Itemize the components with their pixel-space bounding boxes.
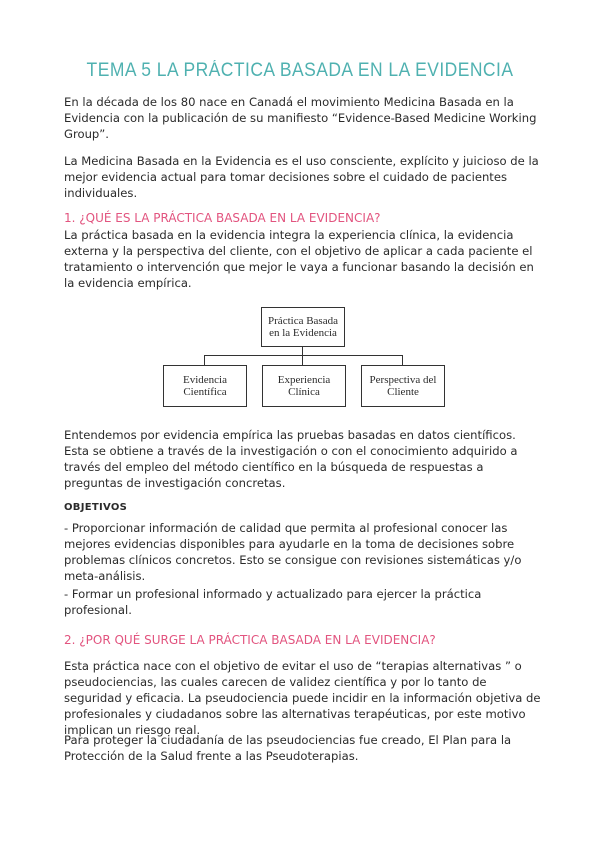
objective-item: - Proporcionar información de calidad que permita al profesional conocer las mejores evidencias disponibles para ayudarle en la toma de decisiones sobre problemas clínicos concretos. Esto se consigue con revisiones sistemáticas y/o meta-análisis.	[64, 521, 522, 583]
diagram-node-label: Evidencia Científica	[183, 374, 227, 398]
intro-paragraph-2: La Medicina Basada en la Evidencia es el uso consciente, explícito y juicioso de la mejor evidencia actual para tomar decisiones sobre el cuidado de pacientes individuales.	[64, 154, 539, 200]
intro-paragraph-1: En la década de los 80 nace en Canadá el movimiento Medicina Basada en la Evidencia con la publicación de su manifiesto “Evidence-Based Medicine Working Group”.	[64, 95, 537, 141]
section-2-paragraph-2: Para proteger la ciudadanía de las pseudociencias fue creado, El Plan para la Protección de la Salud frente a las Pseudoterapias.	[64, 733, 512, 763]
section-2-heading: 2. ¿POR QUÉ SURGE LA PRÁCTICA BASADA EN LA EVIDENCIA?	[64, 633, 436, 647]
diagram-node-label: Experiencia Clínica	[277, 374, 331, 398]
diagram-connector	[204, 355, 402, 356]
diagram-node-evidencia	[163, 365, 247, 407]
objectives-label: OBJETIVOS	[64, 502, 128, 513]
diagram-connector	[302, 346, 303, 355]
section-1-paragraph-2: Entendemos por evidencia empírica las pruebas basadas en datos científicos. Esta se obtiene a través de la investigación o con el conocimiento adquirido a través del empleo del método científico en la búsqueda de respuestas a preguntas de investigación concretas.	[64, 428, 518, 490]
diagram-node-perspectiva	[361, 365, 445, 407]
section-1-paragraph: La práctica basada en la evidencia integra la experiencia clínica, la evidencia externa y la perspectiva del cliente, con el objetivo de aplicar a cada paciente el tratamiento o intervención que mejor le vaya a funcionar basando la decisión en la evidencia empírica.	[64, 228, 534, 290]
diagram-connector	[302, 355, 303, 365]
diagram-root-label: Práctica Basada en la Evidencia	[268, 315, 338, 339]
diagram-node-experiencia	[262, 365, 346, 407]
diagram-connector	[402, 355, 403, 365]
diagram-root-node	[261, 307, 345, 347]
section-2-paragraph: Esta práctica nace con el objetivo de evitar el uso de “terapias alternativas ” o pseudociencias, las cuales carecen de validez científica y por lo tanto de seguridad y eficacia. La pseudociencia puede incidir en la información objetiva de profesionales y ciudadanos sobre las alternativas terapéuticas, por este motivo implican un riesgo real.	[64, 659, 541, 737]
diagram-connector	[204, 355, 205, 365]
page-title: TEMA 5 LA PRÁCTICA BASADA EN LA EVIDENCIA	[86, 60, 514, 81]
section-1-heading: 1. ¿QUÉ ES LA PRÁCTICA BASADA EN LA EVIDENCIA?	[64, 211, 381, 225]
diagram-node-label: Perspectiva del Cliente	[369, 374, 437, 398]
objective-item: - Formar un profesional informado y actualizado para ejercer la práctica profesional.	[64, 587, 482, 617]
